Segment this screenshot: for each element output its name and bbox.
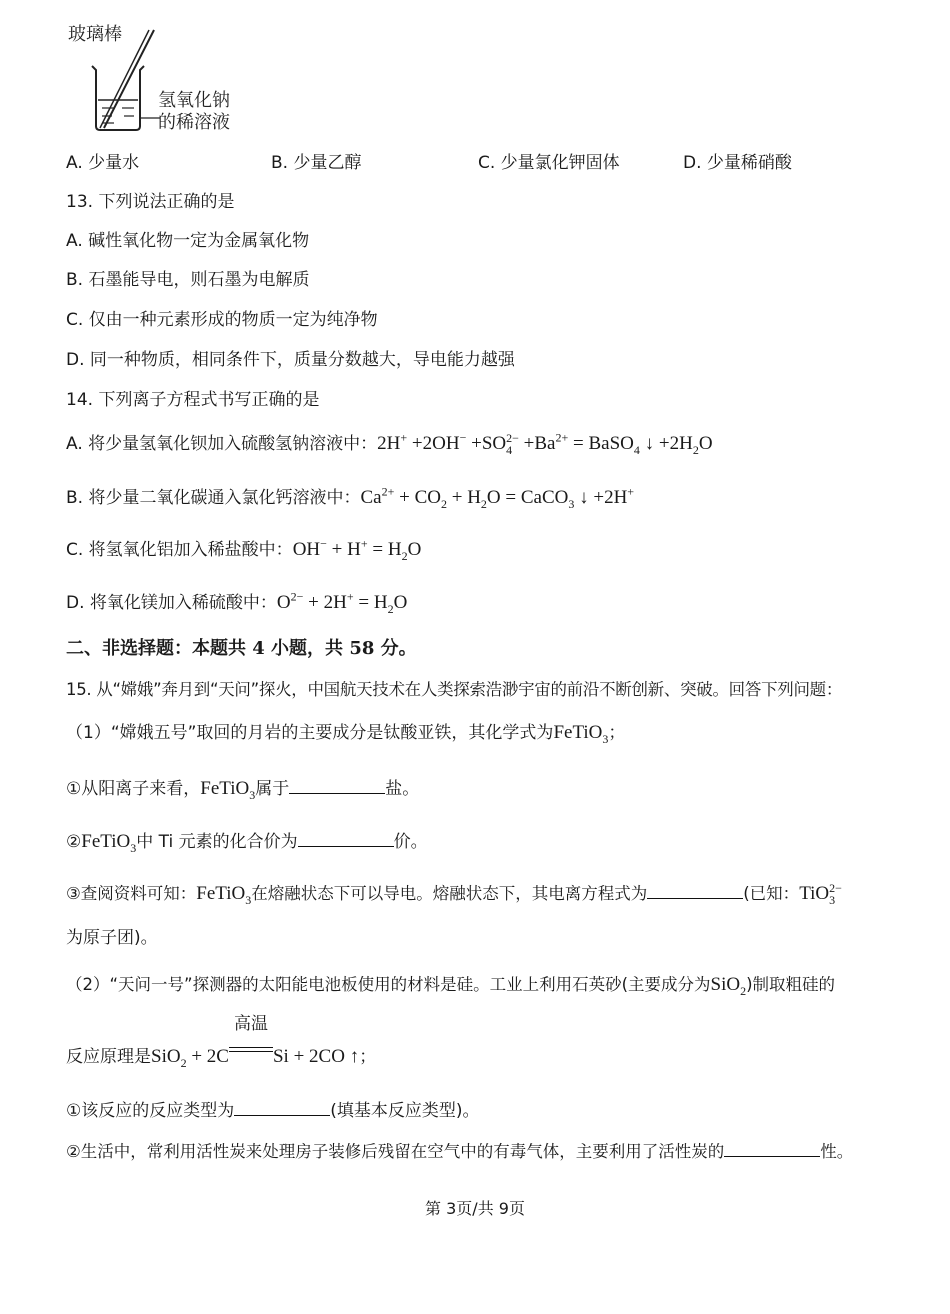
equation-b: $Ca^{2+} + CO_2 + H_2O$ = CaCO$_3$ ↓ +2H+ <box>360 484 635 511</box>
q13-option-c: C. 仅由一种元素形成的物质一定为纯净物 <box>66 310 378 330</box>
q14-stem: 14. 下列离子方程式书写正确的是 <box>66 390 320 410</box>
q14-option-b: B. 将少量二氧化碳通入氯化钙溶液中：$Ca^{2+} + CO_2 + H_2O$ = CaCO$_3$ ↓ +2H+ <box>66 484 635 511</box>
answer-blank[interactable] <box>298 828 394 847</box>
q15-stem: 15. 从“嫦娥”奔月到“天问”探火，中国航天技术在人类探索浩渺宇宙的前沿不断创新、突破。回答下列问题： <box>66 680 843 699</box>
q15-item1: ①从阳离子来看，FeTiO$_3$属于 盐。 <box>66 775 419 801</box>
q12-option-c: C. 少量氯化钾固体 <box>478 153 620 173</box>
q15-item3-cont: 为原子团)。 <box>66 928 158 948</box>
q13-option-d: D. 同一种物质，相同条件下，质量分数越大，导电能力越强 <box>66 350 515 370</box>
solution-label-2: 的稀溶液 <box>158 112 230 133</box>
q15-part2-reaction: 反应原理是SiO$_2$ + 2C 高温 Si + 2CO ↑； <box>66 1014 377 1070</box>
q15-item3: ③查阅资料可知：FeTiO$_3$在熔融状态下可以导电。熔融状态下，其电离方程式为 (已知：TiO$_3^{2-}$ <box>66 880 842 907</box>
glass-rod-label: 玻璃棒 <box>68 24 122 45</box>
answer-blank[interactable] <box>647 880 743 899</box>
solution-label-1: 氢氧化钠 <box>158 90 230 111</box>
q15-part2-item2: ②生活中，常利用活性炭来处理房子装修后残留在空气中的有毒气体，主要利用了活性炭的 性。 <box>66 1138 853 1164</box>
answer-blank[interactable] <box>234 1097 330 1116</box>
equation-c: $OH^- + H^+ = H_2O$ <box>292 536 422 563</box>
q14-option-c: C. 将氢氧化铝加入稀盐酸中：$OH^- + H^+ = H_2O$ <box>66 536 422 563</box>
q13-option-a: A. 碱性氧化物一定为金属氧化物 <box>66 231 310 251</box>
q15-part2: （2）“天问一号”探测器的太阳能电池板使用的材料是硅。工业上利用石英砂(主要成分为SiO$_2$)制取粗硅的 <box>66 974 836 998</box>
q15-part1: （1）“嫦娥五号”取回的月岩的主要成分是钛酸亚铁，其化学式为FeTiO$_3$； <box>66 722 626 746</box>
beaker-icon <box>86 22 166 134</box>
answer-blank[interactable] <box>724 1138 820 1157</box>
equation-a: $2H^+ +2OH^- +SO_4^{2-} +Ba^{2+}$ = BaSO$_4$ ↓ $+2H_2O$ <box>377 430 713 457</box>
q12-option-b: B. 少量乙醇 <box>271 153 362 173</box>
answer-blank[interactable] <box>289 775 385 794</box>
section2-heading: 二、非选择题：本题共 4 小题，共 58 分。 <box>66 638 417 659</box>
q12-option-a: A. 少量水 <box>66 153 140 173</box>
q12-option-d: D. 少量稀硝酸 <box>683 153 792 173</box>
q14-option-d: D. 将氧化镁加入稀硫酸中：$O^{2-} + 2H^+ = H_2O$ <box>66 589 408 616</box>
q13-option-b: B. 石墨能导电，则石墨为电解质 <box>66 270 310 290</box>
q14-option-a: A. 将少量氢氧化钡加入硫酸氢钠溶液中：$2H^+ +2OH^- +SO_4^{2-} +Ba^{2+}$ = BaSO$_4$ ↓ $+2H_2O$ <box>66 430 713 457</box>
q13-stem: 13. 下列说法正确的是 <box>66 192 235 212</box>
page-number: 第 3页/共 9页 <box>425 1199 525 1218</box>
reaction-condition: 高温 <box>229 1038 273 1062</box>
q15-item2: ②FeTiO$_3$中 Ti 元素的化合价为 价。 <box>66 828 428 854</box>
equation-d: $O^{2-} + 2H^+ = H_2O$ <box>276 589 408 616</box>
q15-part2-item1: ①该反应的反应类型为 (填基本反应类型)。 <box>66 1097 480 1123</box>
